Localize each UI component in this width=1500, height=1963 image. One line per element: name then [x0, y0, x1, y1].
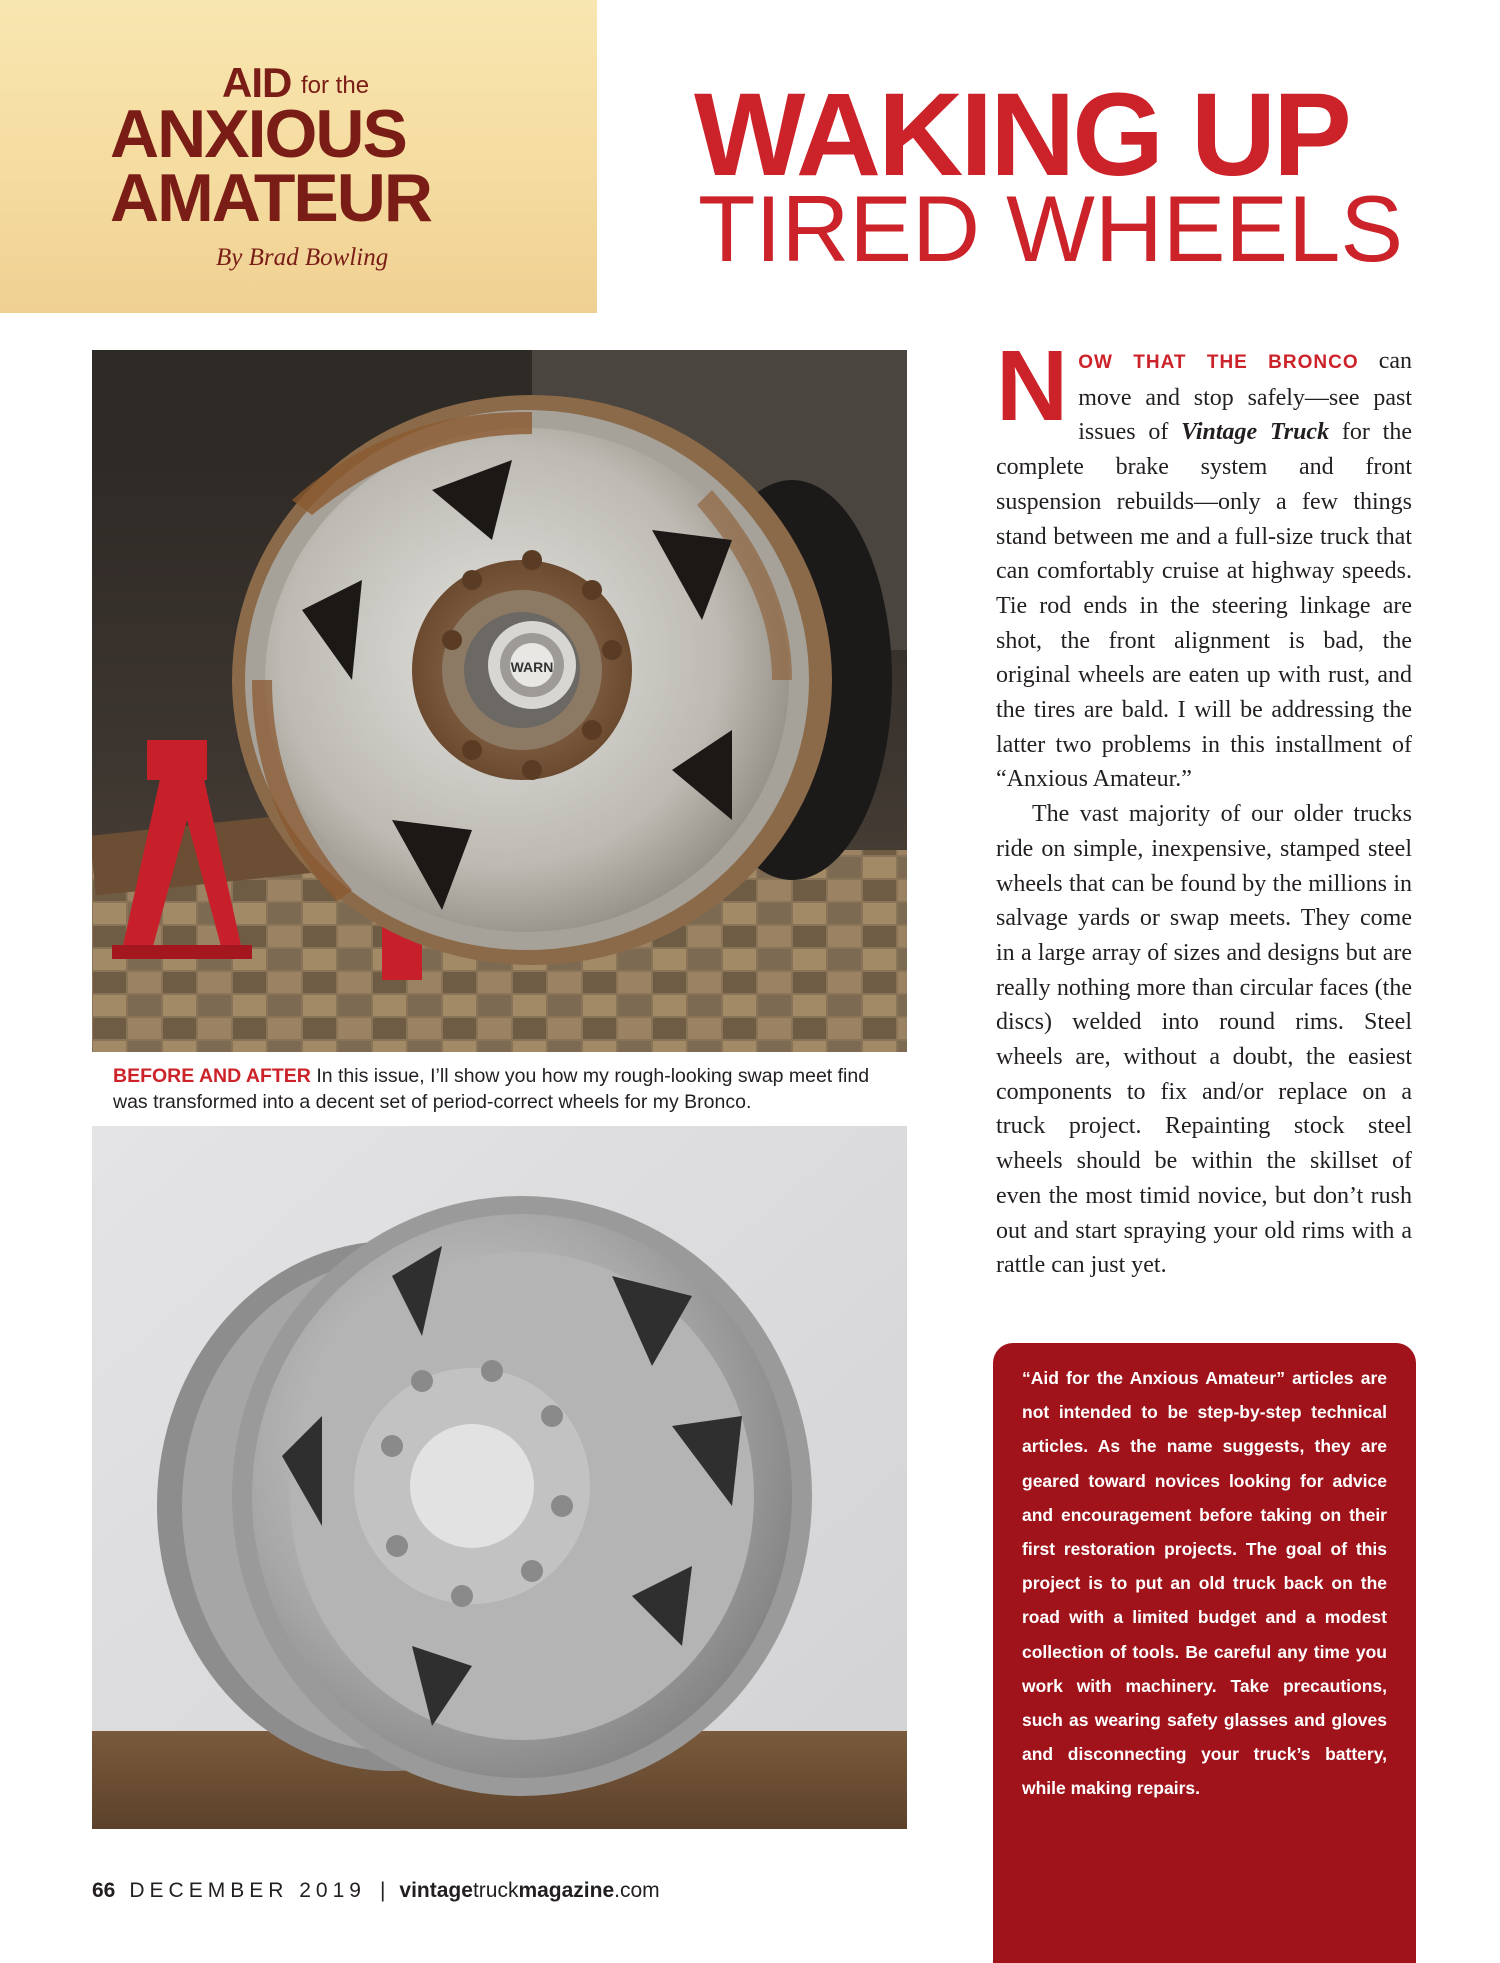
article-paragraph-2: The vast majority of our older trucks ride on simple, inexpensive, stamped steel wheels that can be found by the millions in salvage yards or swap meets. They come in a large array of sizes and designs but are really nothing more than circular faces (the discs) welded into round rims. Steel wheels are, without a doubt, the easiest components to fix and/or replace on a truck project. Repainting stock steel wheels should be within the skillset of even the most timid novice, but don’t rush out and start spraying your old rims with a rattle can just yet.	[996, 801, 1412, 1279]
footer-separator: |	[379, 1879, 386, 1902]
photo-before-rusty-wheel	[92, 350, 907, 1052]
website-url: vintagetruckmagazine.com	[399, 1879, 660, 1902]
byline: By Brad Bowling	[216, 244, 389, 271]
article-p1-part-a: can move and stop safely—see past issues of	[1078, 348, 1412, 446]
article-p1-part-b: for the complete brake system and front suspension rebuilds—only a few things stand between me and a full-size truck that can comfortably cruise at highway speeds. Tie rod ends in the steering linkage are shot, the front alignment is bad, the original wheels are eaten up with rust, and the tires are bald. I will be addressing the latter two problems in this installment of “Anxious Amateur.”	[996, 419, 1412, 793]
article-paragraph-1	[996, 330, 1412, 797]
headline-line-2: TIRED WHEELS	[698, 176, 1404, 281]
series-title-for-the: for the	[301, 72, 370, 99]
series-header-panel	[0, 0, 597, 313]
caption-text: In this issue, I’ll show you how my rough-looking swap meet find was transformed into a decent set of period-correct wheels for my Bronco.	[113, 1065, 870, 1113]
disclaimer-text: “Aid for the Anxious Amateur” articles are not intended to be step-by-step technical articles. As the name suggests, they are geared toward novices looking for advice and encouragement before taking on their first restoration projects. The goal of this project is to put an old truck back on the road with a limited budget and a modest collection of tools. Be careful any time you work with machinery. Take precautions, such as wearing safety glasses and gloves and disconnecting your truck’s battery, while making repairs.	[1022, 1368, 1387, 1799]
series-title-amateur: AMATEUR	[110, 160, 431, 236]
article-lead-in: OW THAT THE BRONCO	[1078, 352, 1359, 373]
series-title-anxious: ANXIOUS	[110, 96, 406, 172]
issue-date: DECEMBER 2019	[129, 1879, 366, 1902]
page-footer	[92, 1879, 660, 1903]
photo-caption	[113, 1063, 903, 1115]
drop-cap: N	[996, 330, 1069, 442]
disclaimer-sidebar	[993, 1343, 1416, 1963]
photo-after-refinished-wheel	[92, 1126, 907, 1829]
warn-hub-label: WARN	[510, 659, 554, 675]
article-body	[996, 330, 1412, 1283]
series-title-aid: AID	[222, 59, 292, 106]
magazine-name: Vintage Truck	[1181, 419, 1330, 446]
headline-line-1: WAKING UP	[694, 69, 1349, 201]
caption-lead: BEFORE AND AFTER	[113, 1065, 311, 1087]
page-number: 66	[92, 1879, 116, 1902]
